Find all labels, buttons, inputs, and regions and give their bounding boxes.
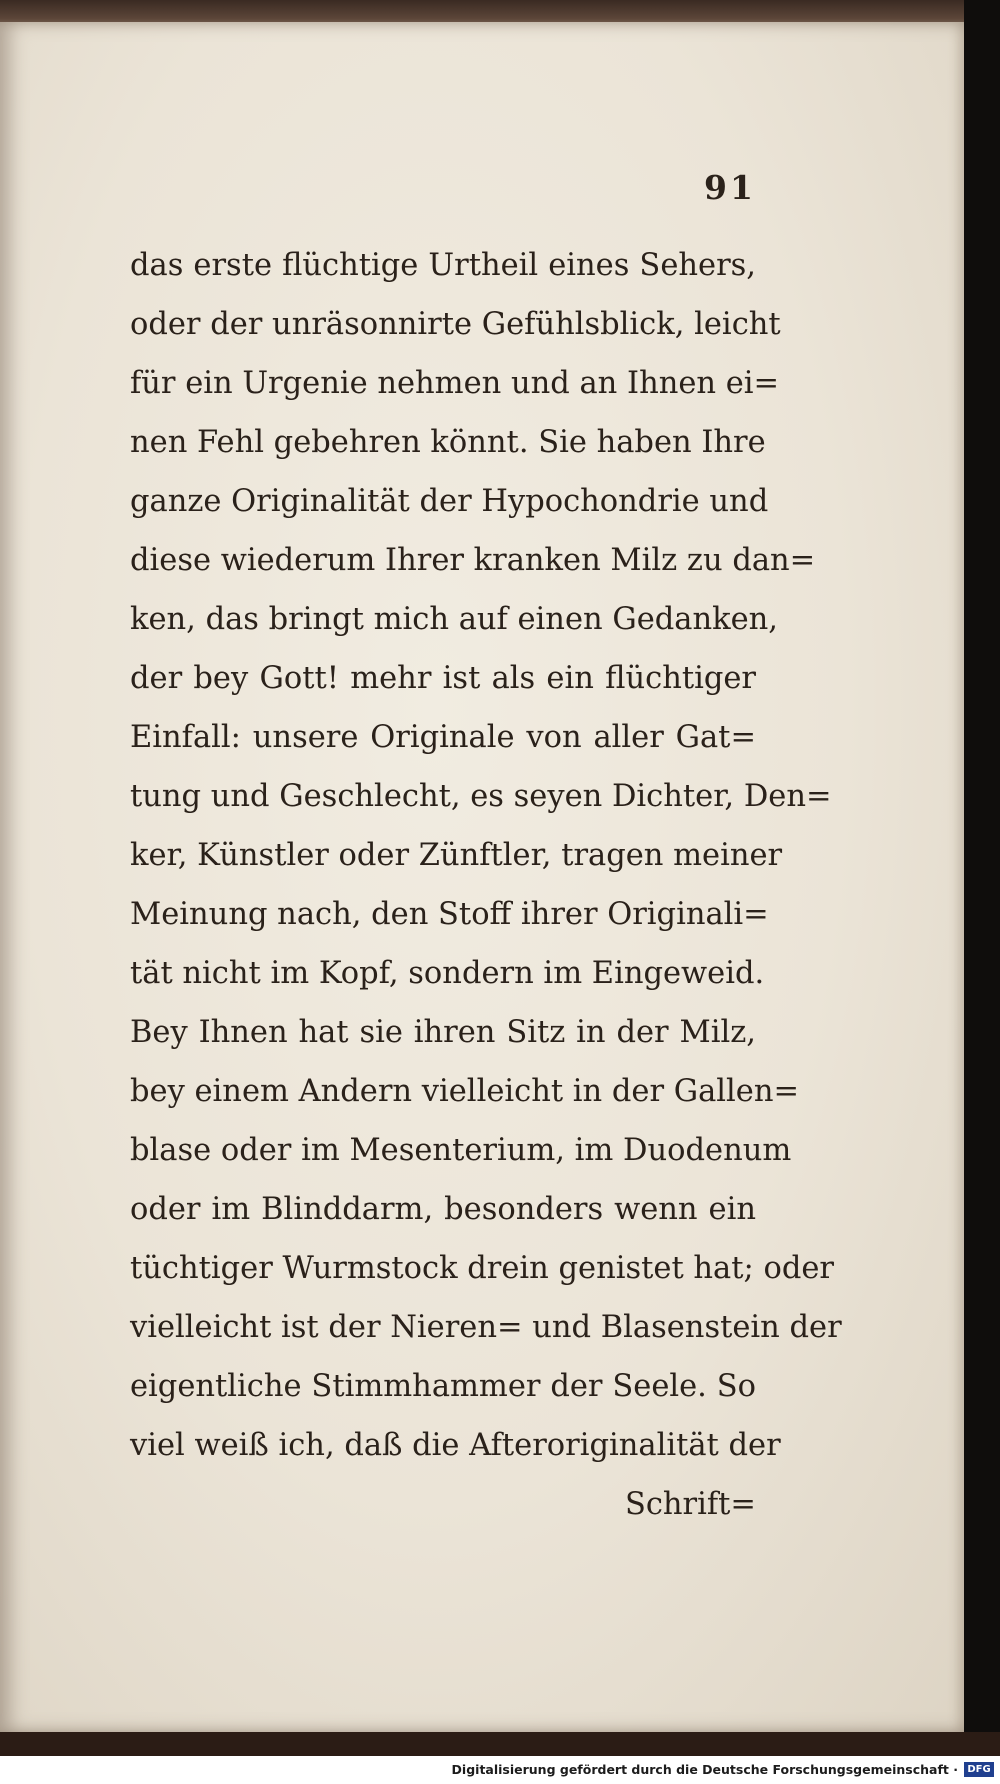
text-line: bey einem Andern vielleicht in der Gallen= xyxy=(130,1074,800,1109)
text-line: viel weiß ich, daß die Afteroriginalität der xyxy=(130,1428,781,1463)
text-line: tät nicht im Kopf, sondern im Eingeweid. xyxy=(130,956,765,991)
text-line: blase oder im Mesenterium, im Duodenum xyxy=(130,1133,792,1168)
text-line: das erste flüchtige Urtheil eines Sehers, xyxy=(130,248,756,283)
digitization-credit-bar xyxy=(0,1756,1000,1784)
text-line: der bey Gott! mehr ist als ein flüchtiger xyxy=(130,661,756,696)
credit-text: Digitalisierung gefördert durch die Deutsche Forschungsgemeinschaft · xyxy=(451,1762,958,1777)
page-number: 91 xyxy=(704,168,756,207)
page-text-block xyxy=(130,236,842,1534)
text-line: ker, Künstler oder Zünftler, tragen meiner xyxy=(130,838,783,873)
catchword: Schrift= xyxy=(624,1487,756,1522)
text-line: ken, das bringt mich auf einen Gedanken, xyxy=(130,602,778,637)
book-edge-bottom xyxy=(0,1732,1000,1758)
text-line: tüchtiger Wurmstock drein genistet hat; oder xyxy=(130,1251,834,1286)
dfg-logo-icon: DFG xyxy=(964,1762,994,1777)
text-line: oder der unräsonnirte Gefühlsblick, leicht xyxy=(130,307,781,342)
book-edge-right xyxy=(964,0,1000,1784)
text-line: ganze Originalität der Hypochondrie und xyxy=(130,484,769,519)
text-line: oder im Blinddarm, besonders wenn ein xyxy=(130,1192,756,1227)
text-line: vielleicht ist der Nieren= und Blasenstein der xyxy=(130,1310,842,1345)
text-line: Bey Ihnen hat sie ihren Sitz in der Milz, xyxy=(130,1015,756,1050)
text-line: eigentliche Stimmhammer der Seele. So xyxy=(130,1369,756,1404)
text-line: für ein Urgenie nehmen und an Ihnen ei= xyxy=(130,366,780,401)
text-line: nen Fehl gebehren könnt. Sie haben Ihre xyxy=(130,425,766,460)
text-line: Einfall: unsere Originale von aller Gat= xyxy=(130,720,756,755)
text-line: tung und Geschlecht, es seyen Dichter, Den= xyxy=(130,779,832,814)
text-line: diese wiederum Ihrer kranken Milz zu dan= xyxy=(130,543,816,578)
text-line: Meinung nach, den Stoff ihrer Originali= xyxy=(130,897,769,932)
